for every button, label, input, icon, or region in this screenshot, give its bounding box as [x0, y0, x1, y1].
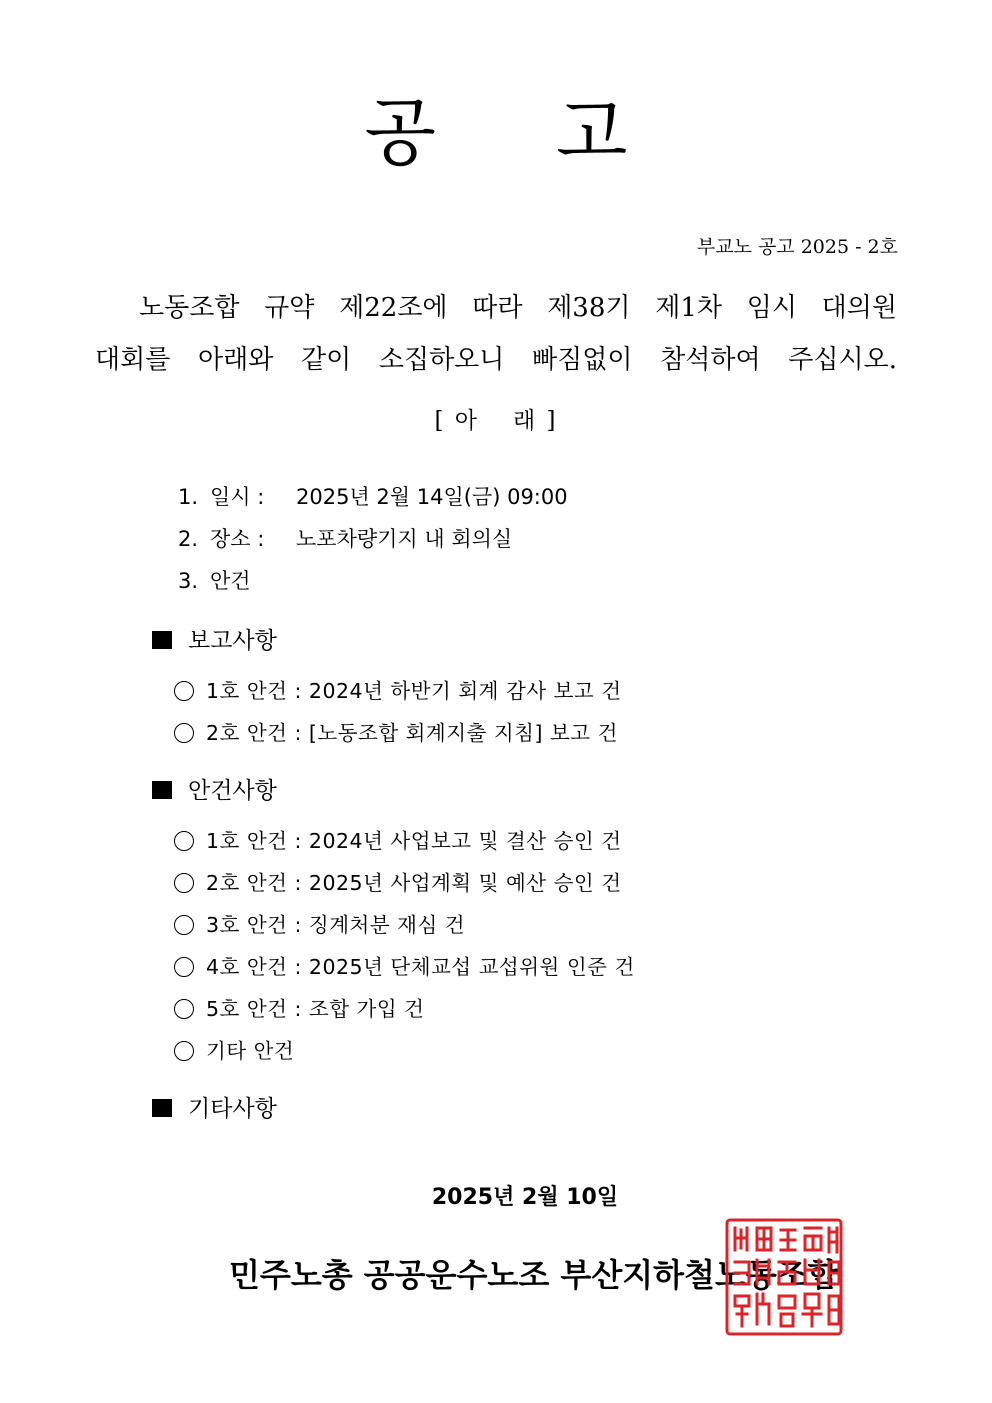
- list-item-text: 1호 안건 : 2024년 사업보고 및 결산 승인 건: [206, 829, 622, 853]
- list-item: [174, 868, 622, 898]
- section-title: 안건사항: [188, 778, 277, 804]
- list-item: [174, 826, 622, 856]
- square-bullet-icon: [152, 631, 172, 649]
- list-item-text: 기타 안건: [206, 1039, 295, 1063]
- list-item: [174, 910, 465, 940]
- section-title: 기타사항: [188, 1096, 277, 1122]
- below-heading-open: [ 아: [434, 408, 479, 434]
- section-report: [152, 626, 277, 656]
- list-item-text: 3호 안건 : 징계처분 재심 건: [206, 913, 466, 937]
- below-heading-close: 래 ]: [513, 408, 558, 434]
- list-item-text: 4호 안건 : 2025년 단체교섭 교섭위원 인준 건: [206, 955, 635, 979]
- square-bullet-icon: [152, 781, 172, 799]
- list-item-text: 2호 안건 : [노동조합 회계지출 지침] 보고 건: [206, 721, 618, 745]
- list-item: [174, 718, 618, 748]
- intro-paragraph: [95, 282, 897, 386]
- intro-line-2: 대회를 아래와 같이 소집하오니 빠짐없이 참석하여 주십시오.: [95, 345, 897, 375]
- circle-bullet-icon: [174, 723, 194, 743]
- intro-line-1: 노동조합 규약 제22조에 따라 제38기 제1차 임시 대의원: [139, 293, 897, 323]
- circle-bullet-icon: [174, 1041, 194, 1061]
- list-item-text: 5호 안건 : 조합 가입 건: [206, 997, 425, 1021]
- organization-name: 민주노총 공공운수노조 부산지하철노동조합: [229, 1256, 839, 1294]
- circle-bullet-icon: [174, 999, 194, 1019]
- circle-bullet-icon: [174, 957, 194, 977]
- detail-label: 일시 :: [210, 485, 265, 509]
- document-number: 부교노 공고 2025 - 2호: [696, 236, 898, 258]
- detail-row-agenda: [178, 566, 568, 608]
- title-char-1: 공: [364, 90, 436, 176]
- section-agenda: [152, 776, 277, 806]
- detail-row-place: [178, 524, 568, 566]
- below-heading: [0, 402, 992, 435]
- square-bullet-icon: [152, 1099, 172, 1117]
- notice-date: 2025년 2월 10일: [431, 1185, 619, 1210]
- detail-label: 장소 :: [210, 527, 265, 551]
- union-seal-stamp: [725, 1218, 843, 1336]
- detail-value: 2025년 2월 14일(금) 09:00: [296, 485, 568, 509]
- circle-bullet-icon: [174, 915, 194, 935]
- list-item: [174, 952, 635, 982]
- title-char-2: 고: [556, 90, 628, 176]
- detail-value: 노포차량기지 내 회의실: [296, 527, 513, 551]
- detail-number: 3.: [178, 569, 199, 593]
- list-item-text: 1호 안건 : 2024년 하반기 회계 감사 보고 건: [206, 679, 622, 703]
- list-item: [174, 994, 424, 1024]
- section-other: [152, 1094, 277, 1124]
- circle-bullet-icon: [174, 681, 194, 701]
- list-item: [174, 676, 622, 706]
- list-item: [174, 1036, 294, 1066]
- detail-label: 안건: [210, 569, 251, 593]
- section-title: 보고사항: [188, 628, 277, 654]
- detail-number: 2.: [178, 527, 199, 551]
- detail-number: 1.: [178, 485, 199, 509]
- circle-bullet-icon: [174, 831, 194, 851]
- circle-bullet-icon: [174, 873, 194, 893]
- detail-row-datetime: [178, 482, 568, 524]
- page-title: [0, 88, 992, 178]
- details-list: [178, 482, 568, 608]
- list-item-text: 2호 안건 : 2025년 사업계획 및 예산 승인 건: [206, 871, 622, 895]
